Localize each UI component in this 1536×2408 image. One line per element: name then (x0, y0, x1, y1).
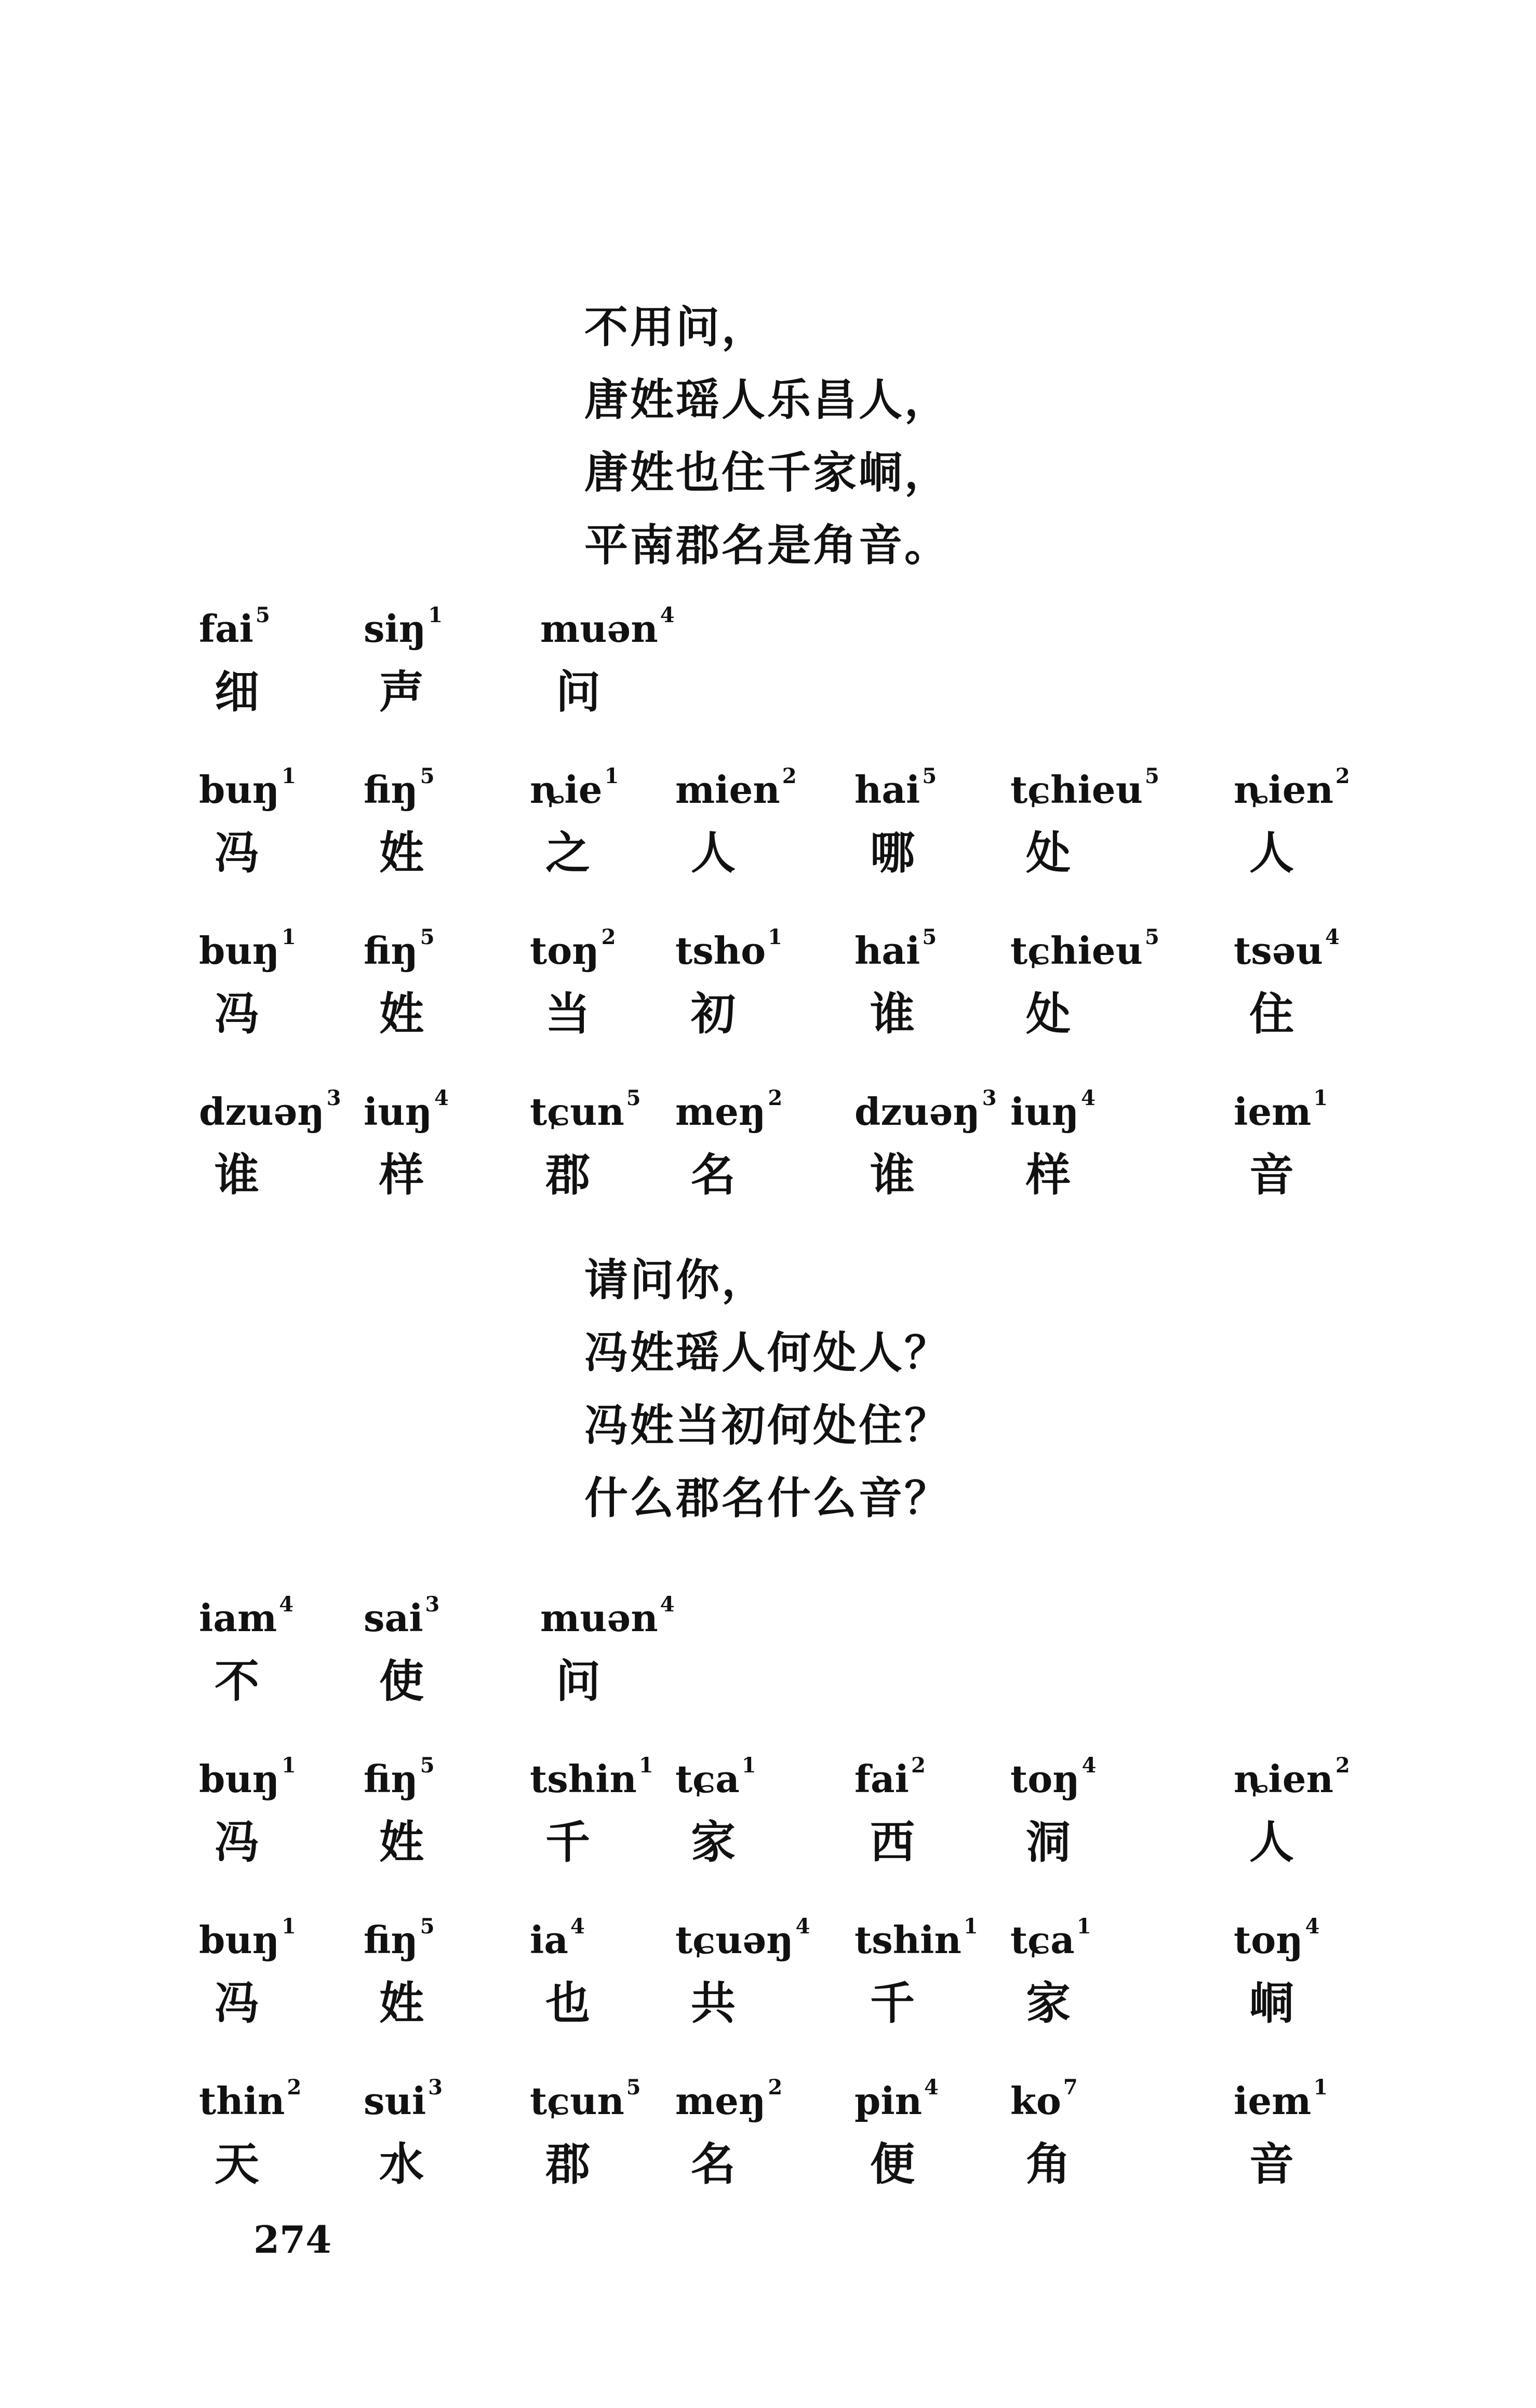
tone-number: 3 (982, 1086, 997, 1110)
romanization (854, 1086, 997, 1134)
romanization (530, 2075, 641, 2123)
tone-number: 1 (741, 1753, 756, 1778)
tone-number: 1 (282, 1753, 296, 1778)
gloss-character: 人 (691, 827, 736, 879)
syllable: dzuəŋ (199, 1089, 325, 1134)
syllable: buŋ (199, 929, 280, 973)
tone-number: 2 (768, 1086, 783, 1110)
gloss-character: 住 (1249, 988, 1294, 1040)
verse-line: 什么郡名什么音？ (584, 1473, 951, 1524)
tone-number: 5 (626, 2075, 641, 2100)
syllable: ia (530, 1918, 569, 1962)
tone-number: 5 (922, 925, 937, 949)
romanization (1010, 925, 1159, 973)
romanization (854, 925, 937, 973)
gloss-character: 角 (1026, 2138, 1071, 2190)
syllable: ȵien (1234, 768, 1333, 812)
tone-number: 4 (434, 1086, 449, 1110)
tone-number: 4 (795, 1914, 810, 1939)
gloss-character: 千 (545, 1817, 590, 1868)
tone-number: 4 (1081, 1086, 1096, 1110)
gloss-character: 哪 (870, 827, 915, 879)
gloss-character: 处 (1026, 827, 1071, 879)
syllable: toŋ (1234, 1918, 1303, 1962)
verse-line: 冯姓瑶人何处人？ (584, 1327, 951, 1378)
tone-number: 2 (1335, 1753, 1350, 1778)
syllable: toŋ (1010, 1757, 1080, 1801)
gloss-character: 天 (215, 2138, 259, 2190)
tone-number: 4 (924, 2075, 939, 2100)
syllable: fai (854, 1757, 909, 1801)
verse-line: 不用问， (584, 302, 768, 353)
romanization (530, 1914, 585, 1962)
gloss-character: 西 (870, 1817, 915, 1868)
syllable: muən (540, 1596, 658, 1640)
gloss-character: 谁 (870, 988, 915, 1040)
tone-number: 5 (420, 1914, 435, 1939)
verse-line: 唐姓也住千家峒， (584, 447, 951, 498)
syllable: tɕhieu (1010, 929, 1143, 973)
tone-number: 4 (1081, 1753, 1097, 1778)
syllable: thin (199, 2079, 285, 2123)
gloss-character: 冯 (215, 1817, 259, 1868)
gloss-character: 郡 (545, 1149, 590, 1201)
romanization (1234, 1753, 1350, 1801)
syllable: iem (1234, 2079, 1312, 2123)
tone-number: 1 (282, 925, 296, 949)
gloss-character: 样 (379, 1149, 424, 1201)
gloss-character: 初 (691, 988, 736, 1040)
romanization (1010, 1753, 1097, 1801)
gloss-character: 人 (1249, 827, 1294, 879)
verse-line: 平南郡名是角音。 (584, 520, 951, 571)
gloss-character: 姓 (379, 827, 424, 879)
romanization (530, 1753, 653, 1801)
syllable: tsho (675, 929, 766, 973)
tone-number: 4 (660, 1592, 675, 1617)
tone-number: 2 (287, 2075, 302, 2100)
tone-number: 4 (570, 1914, 585, 1939)
syllable: fiŋ (364, 768, 418, 812)
romanization (199, 1914, 296, 1962)
romanization (364, 1592, 440, 1640)
tone-number: 1 (638, 1753, 653, 1778)
gloss-character: 样 (1026, 1149, 1071, 1201)
tone-number: 2 (1335, 764, 1350, 788)
gloss-character: 声 (379, 666, 424, 718)
romanization (675, 1086, 783, 1134)
syllable: buŋ (199, 768, 280, 812)
syllable: iem (1234, 1089, 1312, 1134)
tone-number: 3 (425, 1592, 440, 1617)
romanization (1234, 2075, 1328, 2123)
gloss-character: 共 (691, 1977, 736, 2029)
syllable: iuŋ (364, 1089, 433, 1134)
syllable: fai (199, 607, 253, 651)
romanization (675, 2075, 783, 2123)
romanization (1234, 764, 1350, 812)
romanization (364, 2075, 443, 2123)
tone-number: 1 (282, 1914, 296, 1939)
tone-number: 5 (1144, 925, 1159, 949)
tone-number: 1 (768, 925, 783, 949)
romanization (530, 925, 616, 973)
tone-number: 4 (1305, 1914, 1320, 1939)
romanization (854, 764, 937, 812)
verse-line: 冯姓当初何处住？ (584, 1400, 951, 1451)
romanization (199, 764, 296, 812)
gloss-character: 姓 (379, 988, 424, 1040)
romanization (854, 2075, 939, 2123)
tone-number: 5 (255, 603, 270, 627)
romanization (364, 764, 435, 812)
gloss-character: 千 (870, 1977, 915, 2029)
gloss-character: 当 (545, 988, 590, 1040)
syllable: hai (854, 768, 920, 812)
tone-number: 4 (1325, 925, 1340, 949)
gloss-character: 家 (691, 1817, 736, 1868)
romanization (675, 1914, 810, 1962)
romanization (1010, 2075, 1078, 2123)
romanization (1010, 1086, 1096, 1134)
gloss-character: 名 (691, 1149, 736, 1201)
gloss-character: 名 (691, 2138, 736, 2190)
syllable: tsəu (1234, 929, 1323, 973)
tone-number: 1 (282, 764, 296, 788)
tone-number: 1 (1313, 1086, 1328, 1110)
syllable: tɕun (530, 2079, 624, 2123)
gloss-character: 也 (545, 1977, 590, 2029)
syllable: meŋ (675, 1089, 766, 1134)
romanization (199, 1592, 294, 1640)
tone-number: 2 (782, 764, 797, 788)
tone-number: 3 (326, 1086, 341, 1110)
gloss-character: 音 (1249, 1149, 1294, 1201)
tone-number: 4 (660, 603, 675, 627)
gloss-character: 水 (379, 2138, 424, 2190)
tone-number: 2 (601, 925, 616, 949)
romanization (540, 1592, 675, 1640)
tone-number: 2 (911, 1753, 926, 1778)
syllable: muən (540, 607, 658, 651)
gloss-character: 家 (1026, 1977, 1071, 2029)
syllable: buŋ (199, 1918, 280, 1962)
romanization (364, 603, 443, 651)
romanization (675, 925, 783, 973)
romanization (364, 1753, 435, 1801)
syllable: iam (199, 1596, 277, 1640)
romanization (199, 1753, 296, 1801)
romanization (1234, 1086, 1328, 1134)
gloss-character: 细 (215, 666, 259, 718)
romanization (199, 1086, 341, 1134)
syllable: tshin (530, 1757, 637, 1801)
tone-number: 1 (963, 1914, 978, 1939)
gloss-character: 冯 (215, 988, 259, 1040)
gloss-character: 人 (1249, 1817, 1294, 1868)
gloss-character: 不 (215, 1656, 259, 1707)
gloss-character: 姓 (379, 1817, 424, 1868)
syllable: tɕa (675, 1757, 740, 1801)
tone-number: 5 (420, 1753, 435, 1778)
gloss-character: 冯 (215, 1977, 259, 2029)
romanization (854, 1753, 926, 1801)
syllable: tɕa (1010, 1918, 1075, 1962)
gloss-character: 冯 (215, 827, 259, 879)
syllable: tɕuəŋ (675, 1918, 794, 1962)
romanization (540, 603, 675, 651)
gloss-character: 峒 (1249, 1977, 1294, 2029)
gloss-character: 便 (870, 2138, 915, 2190)
syllable: siŋ (364, 607, 426, 651)
tone-number: 1 (604, 764, 619, 788)
tone-number: 7 (1063, 2075, 1078, 2100)
verse-top (584, 291, 950, 582)
gloss-character: 之 (545, 827, 590, 879)
syllable: dzuəŋ (854, 1089, 980, 1134)
romanization (1010, 764, 1159, 812)
syllable: tɕun (530, 1089, 624, 1134)
gloss-character: 音 (1249, 2138, 1294, 2190)
tone-number: 5 (420, 925, 435, 949)
syllable: fiŋ (364, 1918, 418, 1962)
gloss-character: 处 (1026, 988, 1071, 1040)
syllable: iuŋ (1010, 1089, 1079, 1134)
romanization (530, 1086, 641, 1134)
romanization (1234, 925, 1340, 973)
syllable: meŋ (675, 2079, 766, 2123)
syllable: fiŋ (364, 1757, 418, 1801)
romanization (530, 764, 619, 812)
syllable: ko (1010, 2079, 1061, 2123)
romanization (364, 1914, 435, 1962)
syllable: toŋ (530, 929, 599, 973)
syllable: hai (854, 929, 920, 973)
syllable: pin (854, 2079, 923, 2123)
tone-number: 5 (922, 764, 937, 788)
syllable: tɕhieu (1010, 768, 1143, 812)
tone-number: 5 (420, 764, 435, 788)
tone-number: 1 (1313, 2075, 1328, 2100)
romanization (199, 2075, 302, 2123)
syllable: ȵie (530, 768, 603, 812)
page-number: 274 (253, 2217, 332, 2262)
tone-number: 2 (768, 2075, 783, 2100)
romanization (364, 1086, 449, 1134)
syllable: sai (364, 1596, 423, 1640)
tone-number: 1 (428, 603, 443, 627)
syllable: mien (675, 768, 780, 812)
romanization (199, 603, 270, 651)
romanization (364, 925, 435, 973)
gloss-character: 谁 (870, 1149, 915, 1201)
gloss-character: 洞 (1026, 1817, 1071, 1868)
verse-middle (584, 1244, 950, 1535)
tone-number: 1 (1076, 1914, 1091, 1939)
gloss-character: 使 (379, 1656, 424, 1707)
verse-line: 唐姓瑶人乐昌人， (584, 374, 951, 425)
gloss-character: 问 (556, 666, 600, 718)
romanization (1010, 1914, 1091, 1962)
romanization (675, 764, 797, 812)
syllable: tshin (854, 1918, 961, 1962)
romanization (675, 1753, 756, 1801)
tone-number: 3 (428, 2075, 443, 2100)
gloss-character: 谁 (215, 1149, 259, 1201)
tone-number: 4 (279, 1592, 294, 1617)
verse-line: 请问你， (584, 1255, 768, 1306)
syllable: buŋ (199, 1757, 280, 1801)
gloss-character: 郡 (545, 2138, 590, 2190)
syllable: ȵien (1234, 1757, 1333, 1801)
gloss-character: 姓 (379, 1977, 424, 2029)
romanization (854, 1914, 978, 1962)
tone-number: 5 (626, 1086, 641, 1110)
syllable: fiŋ (364, 929, 418, 973)
romanization (1234, 1914, 1320, 1962)
gloss-character: 问 (556, 1656, 600, 1707)
tone-number: 5 (1144, 764, 1159, 788)
romanization (199, 925, 296, 973)
syllable: sui (364, 2079, 426, 2123)
